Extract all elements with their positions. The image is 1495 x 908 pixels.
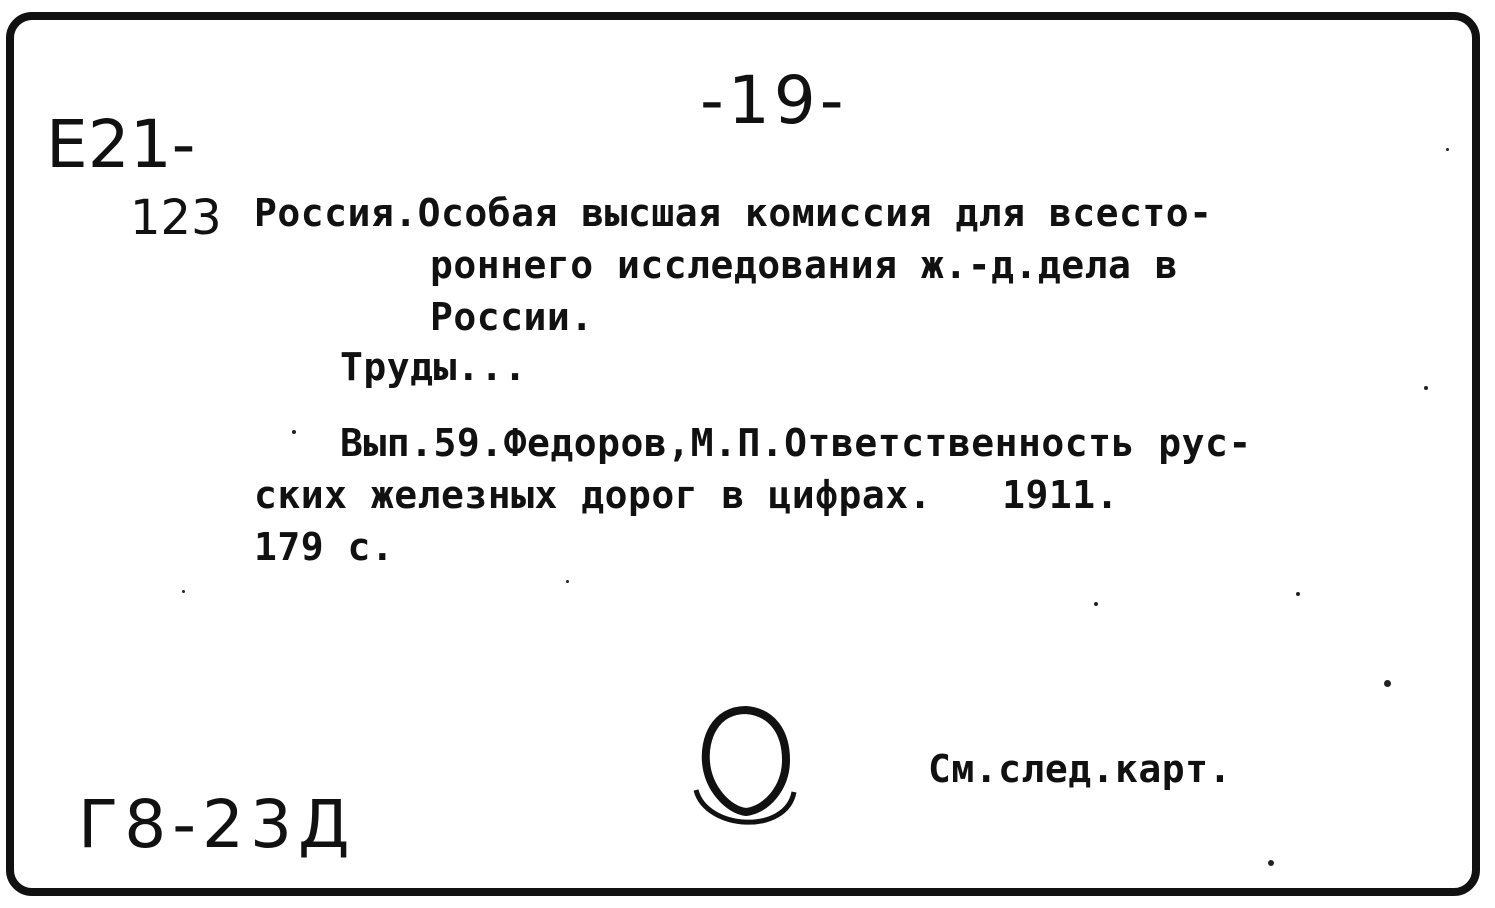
- heading-line-2: роннего исследования ж.-д.дела в: [430, 243, 1179, 287]
- speck: [1446, 148, 1449, 151]
- entry-line-2: ских железных дорог в цифрах. 1911.: [254, 473, 1119, 517]
- punch-hole-icon: [686, 700, 806, 850]
- speck: [182, 590, 185, 593]
- heading-line-1: Россия.Особая высшая комиссия для всесто-: [254, 191, 1213, 235]
- speck: [1094, 602, 1098, 606]
- speck: [1424, 386, 1428, 390]
- see-next-card: См.след.карт.: [928, 747, 1232, 791]
- heading-line-3: России.: [430, 295, 594, 339]
- entry-line-3: 179 с.: [254, 525, 395, 569]
- speck: [292, 430, 296, 434]
- speck: [566, 580, 569, 583]
- shelfmark-sub: 123: [130, 190, 222, 246]
- speck: [1384, 680, 1391, 687]
- page-number: -19-: [700, 62, 848, 139]
- series-title: Труды...: [340, 345, 528, 389]
- speck: [1268, 860, 1274, 866]
- shelfmark-bottom: Г8-23Д: [78, 786, 356, 863]
- shelfmark-top: E21-: [46, 106, 196, 183]
- entry-line-1: Вып.59.Федоров,М.П.Ответственность рус-: [340, 421, 1252, 465]
- speck: [1296, 592, 1300, 596]
